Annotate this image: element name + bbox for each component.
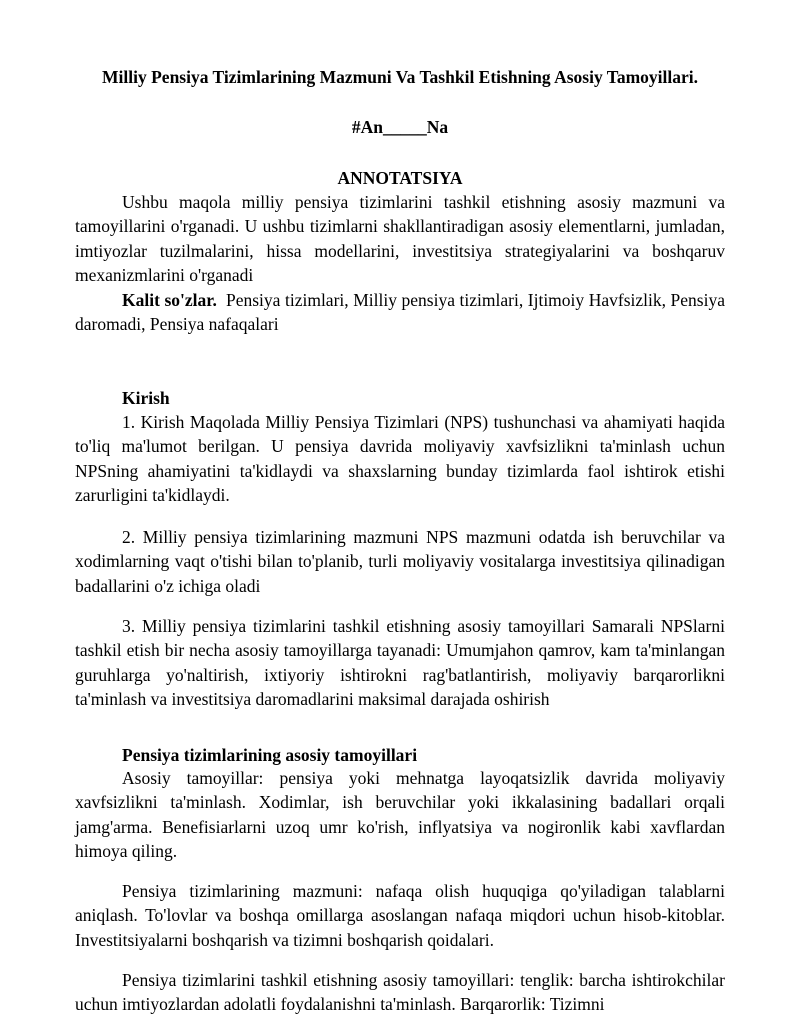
keywords-paragraph	[75, 288, 725, 337]
principles-paragraph-1: Asosiy tamoyillar: pensiya yoki mehnatga layoqatsizlik davrida moliyaviy xavfsizlikni ta'minlash. Xodimlar, ish beruvchilar yoki ikkalasining badallari orqali jamg'arma. Benefisiarlarni uzoq umr ko'rish, inflyatsiya va nogironlik kabi xavflardan himoya qiling.	[75, 768, 725, 862]
intro-paragraph-2: 2. Milliy pensiya tizimlarining mazmuni NPS mazmuni odatda ish beruvchilar va xodimlarning vaqt o'tishi bilan to'planib, turli moliyaviy vositalarga investitsiya qilinadigan badallarini o'z ichiga oladi	[75, 527, 725, 596]
principles-paragraph-2: Pensiya tizimlarining mazmuni: nafaqa olish huquqiga qo'yiladigan talablarni aniqlash. To'lovlar va boshqa omillarga asoslangan nafaqa miqdori uchun hisob-kitoblar. Investitsiyalarni boshqarish va tizimni boshqarish qoidalari.	[75, 881, 725, 950]
principles-paragraph-3: Pensiya tizimlarini tashkil etishning asosiy tamoyillari: tenglik: barcha ishtirokchilar uchun imtiyozlardan adolatli foydalanishni ta'minlash. Barqarorlik: Tizimni	[75, 970, 725, 1015]
abstract-paragraph: Ushbu maqola milliy pensiya tizimlarini tashkil etishning asosiy mazmuni va tamoyillarini o'rganadi. U ushbu tizimlarni shakllantiradigan asosiy elementlarni, jumladan, imtiyozlar tuzilmalarini, hissa modellarini, investitsiya strategiyalarini va boshqaruv mexanizmlarini o'rganadi	[75, 192, 725, 286]
intro-paragraph-3: 3. Milliy pensiya tizimlarini tashkil etishning asosiy tamoyillari Samarali NPSlarni tashkil etish bir necha asosiy tamoyillarga tayanadi: Umumjahon qamrov, kam ta'minlangan guruhlarga yo'naltirish, ixtiyoriy ishtirokni rag'batlantirish, moliyaviy barqarorlikni ta'minlash va investitsiya daromadlarini maksimal darajada oshirish	[75, 616, 725, 710]
document-title: Milliy Pensiya Tizimlarining Mazmuni Va Tashkil Etishning Asosiy Tamoyillari.	[102, 67, 698, 87]
abstract-heading: ANNOTATSIYA	[337, 168, 463, 188]
author-line: #An_____Na	[351, 117, 449, 137]
intro-heading: Kirish	[122, 388, 170, 408]
principles-heading: Pensiya tizimlarining asosiy tamoyillari	[122, 745, 418, 765]
keywords-text: Pensiya tizimlari, Milliy pensiya tizimlari, Ijtimoiy Havfsizlik, Pensiya daromadi, Pensiya nafaqalari	[75, 290, 726, 335]
intro-paragraph-1: 1. Kirish Maqolada Milliy Pensiya Tizimlari (NPS) tushunchasi va ahamiyati haqida to'liq ma'lumot berilgan. U pensiya davrida moliyaviy xavfsizlikni ta'minlash uchun NPSning ahamiyatini ta'kidlaydi va shaxslarning bunday tizimlarda faol ishtirok etishi zarurligini ta'kidlaydi.	[75, 412, 725, 506]
keywords-label: Kalit so'zlar.	[122, 290, 217, 310]
